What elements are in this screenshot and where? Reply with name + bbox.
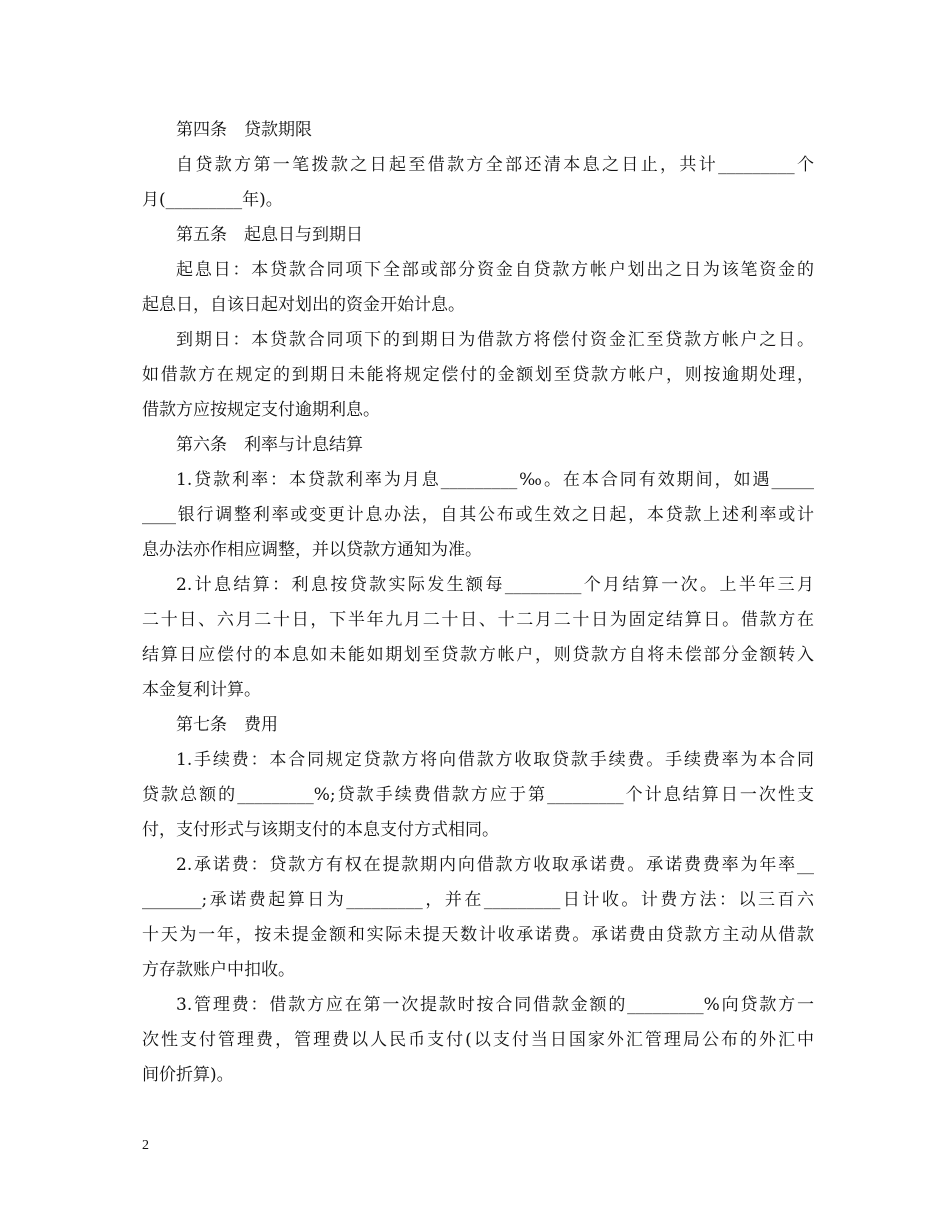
text-line: 到期日：本贷款合同项下的到期日为借款方将偿付资金汇至贷款方帐户之日。	[176, 330, 814, 350]
text-line: _______;承诺费起算日为_________，并在_________日计收。计费方法：以三百六	[142, 890, 814, 910]
text-line: 间价折算)。	[142, 1065, 234, 1085]
text-line: 起息日，自该日起对划出的资金开始计息。	[142, 295, 465, 315]
text-line: 次性支付管理费，管理费以人民币支付(以支付当日国家外汇管理局公布的外汇中	[142, 1030, 814, 1050]
text-line: 起息日：本贷款合同项下全部或部分资金自贷款方帐户划出之日为该笔资金的	[176, 260, 814, 280]
text-line: 息办法亦作相应调整，并以贷款方通知为准。	[142, 540, 482, 560]
text-line: 2.承诺费：贷款方有权在提款期内向借款方收取承诺费。承诺费费率为年率__	[176, 855, 814, 875]
text-line: 本金复利计算。	[142, 680, 261, 700]
text-line: 第五条 起息日与到期日	[176, 225, 363, 245]
text-line: ____银行调整利率或变更计息办法，自其公布或生效之日起，本贷款上述利率或计	[142, 505, 814, 525]
text-line: 月(_________年)。	[142, 190, 283, 210]
text-line: 第四条 贷款期限	[176, 120, 312, 140]
text-line: 自贷款方第一笔拨款之日起至借款方全部还清本息之日止，共计_________个	[176, 155, 814, 175]
text-line: 二十日、六月二十日，下半年九月二十日、十二月二十日为固定结算日。借款方在	[142, 610, 814, 630]
page-number: 2	[142, 1138, 149, 1153]
text-line: 方存款账户中扣收。	[142, 960, 295, 980]
text-line: 结算日应偿付的本息如未能如期划至贷款方帐户，则贷款方自将未偿部分金额转入	[142, 645, 814, 665]
text-line: 3.管理费：借款方应在第一次提款时按合同借款金额的_________%向贷款方一	[176, 995, 814, 1015]
text-line: 十天为一年，按未提金额和实际未提天数计收承诺费。承诺费由贷款方主动从借款	[142, 925, 814, 945]
text-line: 2.计息结算：利息按贷款实际发生额每_________个月结算一次。上半年三月	[176, 575, 814, 595]
document-body	[142, 113, 814, 1093]
text-line: 1.手续费：本合同规定贷款方将向借款方收取贷款手续费。手续费率为本合同	[176, 750, 814, 770]
text-line: 第七条 费用	[176, 715, 278, 735]
text-line: 付，支付形式与该期支付的本息支付方式相同。	[142, 820, 499, 840]
text-line: 第六条 利率与计息结算	[176, 435, 363, 455]
text-line: 如借款方在规定的到期日未能将规定偿付的金额划至贷款方帐户，则按逾期处理，	[142, 365, 814, 385]
text-line: 贷款总额的_________%;贷款手续费借款方应于第_________个计息结算日一次性支	[142, 785, 814, 805]
text-line: 1.贷款利率：本贷款利率为月息_________‰。在本合同有效期间，如遇_____	[176, 470, 814, 490]
text-line: 借款方应按规定支付逾期利息。	[142, 400, 380, 420]
